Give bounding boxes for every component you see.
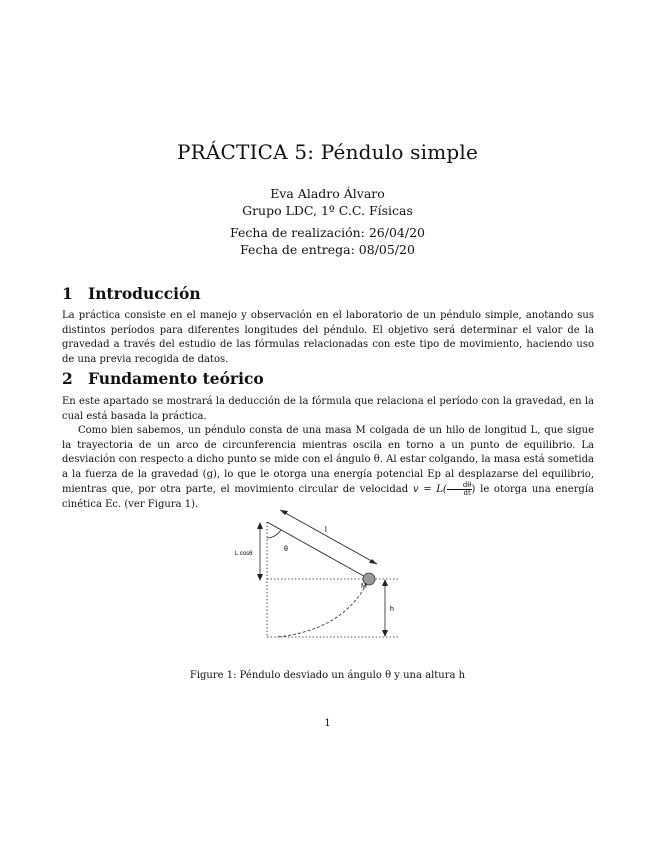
section-title: Fundamento teórico [88, 369, 264, 388]
label-m: M [361, 583, 367, 590]
angle-arc [267, 530, 281, 538]
velocity-formula [412, 481, 476, 498]
intro-paragraph: La práctica consiste en el manejo y observación en el laboratorio de un péndulo simple, anotando sus distintos períodos para diferentes longitudes del péndulo. El objetivo será determinar el valor de la gravedad a través del estudio de las fórmulas relacionadas con este tipo de movimiento, haciendo uso de una previa recogida de datos. [62, 310, 594, 365]
section-number: 2 [62, 369, 73, 388]
formula-fraction [447, 482, 472, 497]
theory-text: Como bien sabemos, un péndulo consta de una masa M colgada de un hilo de longitud L, que sigue la trayectoria de un arco de circunferencia mientras oscila en torno a un punto de equilibrio. La desviación con respecto a dicho punto se mide con el ángulo θ. Al estar colgando, la masa está sometida a la fuerza de la gravedad (g), lo que le otorga una energía potencial Ep al desplazarse del equilibrio, mientras que, por otra parte, el movimiento circular de velocidad [62, 425, 594, 496]
swing-arc [277, 579, 369, 637]
formula-numerator: dθ [447, 482, 472, 490]
figure-caption: Figure 1: Péndulo desviado un ángulo θ y una altura h [189, 670, 466, 681]
date-done: Fecha de realización: 26/04/20 [230, 225, 425, 240]
label-theta: θ [284, 546, 288, 553]
date-block [0, 224, 655, 258]
author-block [0, 185, 655, 219]
page-number: 1 [324, 718, 331, 729]
theory-paragraph-1: En este apartado se mostrará la deducción de la fórmula que relaciona el período con la gravedad, en la cual está basada la práctica. [62, 396, 594, 422]
section-number: 1 [62, 284, 73, 303]
label-h: h [390, 606, 394, 613]
label-lcos: L cosθ [235, 551, 253, 557]
section-heading-2 [62, 369, 264, 388]
formula-prefix: v = L( [412, 484, 447, 496]
paper-title: PRÁCTICA 5: Péndulo simple [176, 140, 479, 164]
label-l: l [325, 525, 327, 534]
author-name: Eva Aladro Álvaro [270, 186, 385, 201]
pendulum-figure [225, 500, 425, 650]
theory-tail: le otorga una energía cinética Ec. (ver Figura 1). [62, 484, 594, 510]
date-due: Fecha de entrega: 08/05/20 [240, 242, 415, 257]
section-title: Introducción [88, 284, 201, 303]
formula-suffix: ) [471, 484, 476, 496]
formula-denominator: dt [463, 489, 471, 498]
pendulum-string [267, 522, 369, 579]
section-heading-1 [62, 284, 201, 303]
author-group: Grupo LDC, 1º C.C. Físicas [242, 203, 413, 218]
